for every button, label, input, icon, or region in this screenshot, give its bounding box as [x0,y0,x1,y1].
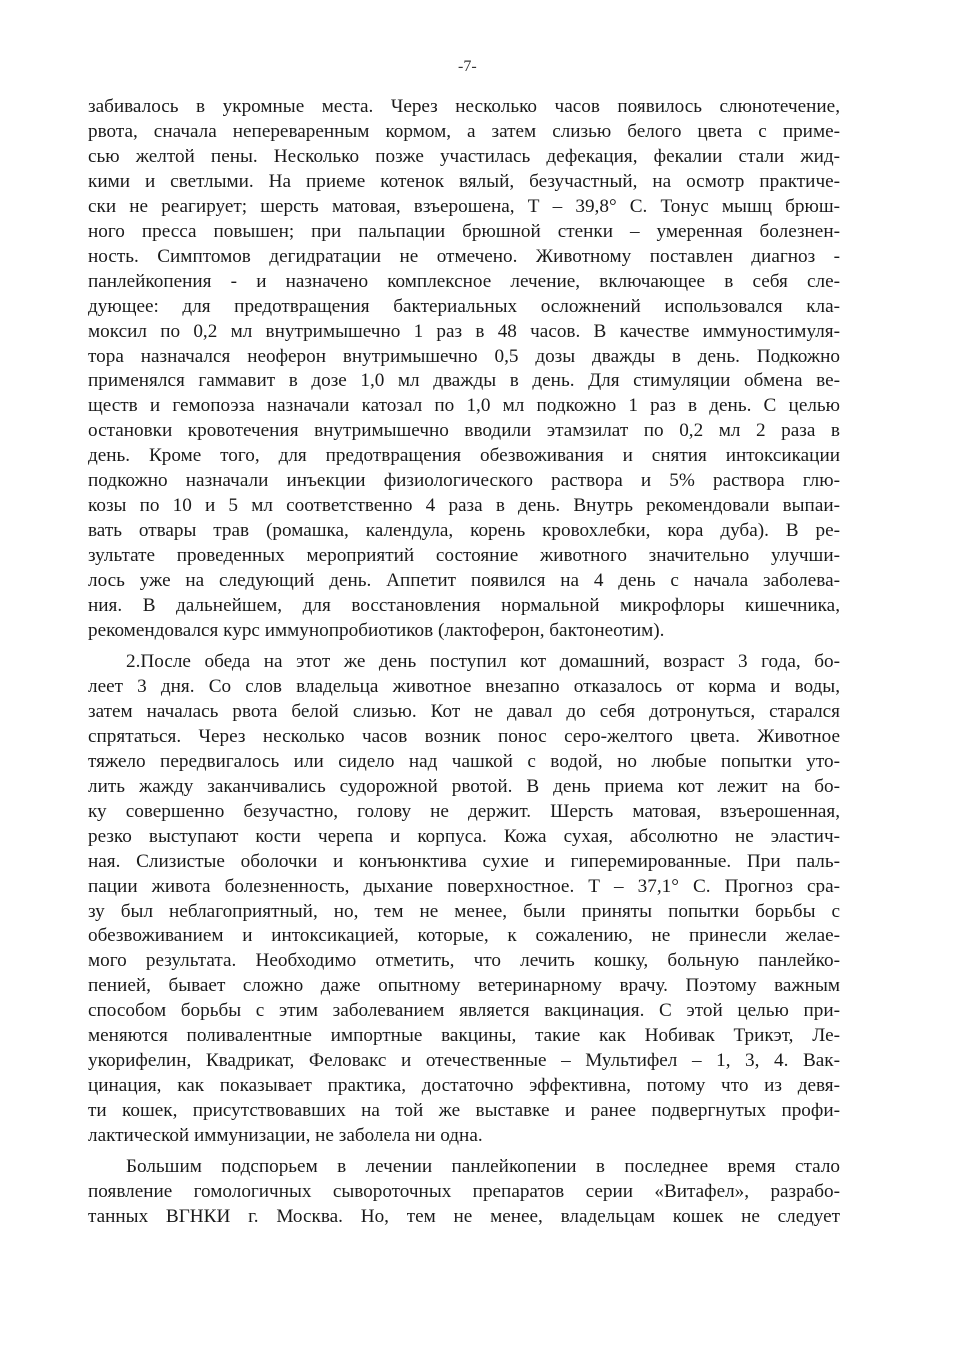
text-line: сью желтой пены. Несколько позже участилась дефекация, фекалии стали жид- [88,145,840,167]
text-line: ски не реагирует; шерсть матовая, взъерошена, Т – 39,8° С. Тонус мышц брюш- [88,195,840,217]
text-line: ная. Слизистые оболочки и конъюнктива сухие и гиперемированные. При паль- [88,850,840,872]
text-line: лактической иммунизации, не заболела ни одна. [88,1125,483,1147]
text-line: лить жажду заканчивались судорожной рвотой. В день приема кот лежит на бо- [88,775,840,797]
text-line: ку совершенно безучастно, голову не держит. Шерсть матовая, взъерошенная, [88,800,840,822]
text-line: мого результата. Необходимо отметить, что лечить кошку, больную панлейко- [88,950,840,972]
text-line: лось уже на следующий день. Аппетит появился на 4 день с начала заболева- [88,570,840,592]
text-line: ного пресса повышен; при пальпации брюшной стенки – умеренная болезнен- [88,220,840,242]
text-line: кими и светлыми. На приеме котенок вялый, безучастный, на осмотр практиче- [88,170,840,192]
text-line: ти кошек, присутствовавших на той же выставке и ранее подвергнутых профи- [88,1100,840,1122]
text-line: появление гомологичных сывороточных препаратов серии «Витафел», разрабо- [88,1180,840,1202]
text-line: панлейкопения - и назначено комплексное лечение, включающее в себя сле- [88,270,840,292]
text-line: пенией, бывает сложно даже опытному ветеринарному врачу. Поэтому важным [88,975,840,997]
text-line: применялся гаммавит в дозе 1,0 мл дважды в день. Для стимуляции обмена ве- [88,370,840,392]
text-line: тора назначался неоферон внутримышечно 0,5 дозы дважды в день. Подкожно [88,345,840,367]
text-line: ния. В дальнейшем, для восстановления нормальной микрофлоры кишечника, [88,595,840,617]
text-line: ность. Симптомов дегидратации не отмечено. Животному поставлен диагноз - [88,245,840,267]
text-line: танных ВГНКИ г. Москва. Но, тем не менее, владельцам кошек не следует [88,1205,840,1227]
text-line: пации живота болезненность, дыхание поверхностное. Т – 37,1° С. Прогноз сра- [88,875,840,897]
text-line: рекомендовался курс иммунопробиотиков (лактоферон, бактонеотим). [88,620,665,642]
text-line: леет 3 дня. Со слов владельца животное внезапно отказалось от корма и воды, [88,675,840,697]
page-number: -7- [458,58,477,75]
text-line: 2.После обеда на этот же день поступил кот домашний, возраст 3 года, бо- [126,650,840,672]
text-line: спрятаться. Через несколько часов возник понос серо-желтого цвета. Животное [88,725,840,747]
text-line: зу был неблагоприятный, но, тем не менее, были приняты попытки борьбы с [88,900,840,922]
paragraph [88,95,840,644]
text-line: зультате проведенных мероприятий состояние животного значительно улучши- [88,545,840,567]
text-line: резко выступают кости черепа и корпуса. Кожа сухая, абсолютно не эластич- [88,825,840,847]
paragraph [88,650,840,1149]
text-line: день. Кроме того, для предотвращения обезвоживания и снятия интоксикации [88,445,840,467]
text-line: козы по 10 и 5 мл соответственно 4 раза в день. Внутрь рекомендовали выпаи- [88,495,840,517]
text-line: тяжело передвигалось или сидело над чашкой с водой, но любые попытки уто- [88,750,840,772]
text-line: вать отвары трав (ромашка, календула, корень кровохлебки, кора дуба). В ре- [88,520,840,542]
text-line: моксил по 0,2 мл внутримышечно 1 раз в 48 часов. В качестве иммуностимуля- [88,320,840,342]
text-line: Большим подспорьем в лечении панлейкопении в последнее время стало [126,1156,840,1178]
text-line: остановки кровотечения внутримышечно вводили этамзилат по 0,2 мл 2 раза в [88,420,840,442]
paragraph [88,1155,840,1230]
text-line: обезвоживанием и интоксикацией, которые, к сожалению, не принесли желае- [88,925,840,947]
text-line: укорифелин, Квадрикат, Феловакс и отечественные – Мультифел – 1, 3, 4. Вак- [88,1050,840,1072]
body-text [88,95,840,1230]
text-line: рвота, сначала непереваренным кормом, а затем слизью белого цвета с приме- [88,120,840,142]
text-line: забивалось в укромные места. Через несколько часов появилось слюнотечение, [88,96,840,117]
text-line: меняются поливалентные импортные вакцины, такие как Нобивак Трикэт, Ле- [88,1025,840,1047]
text-line: подкожно назначали инъекции физиологического раствора и 5% раствора глю- [88,470,840,492]
text-line: ществ и гемопоэза назначали катозал по 1,0 мл подкожно 1 раз в день. С целью [88,395,840,417]
text-line: способом борьбы с этим заболеванием является вакцинация. С этой целью при- [88,1000,840,1022]
text-line: дующее: для предотвращения бактериальных осложнений использовался кла- [88,295,840,317]
text-line: цинация, как показывает практика, достаточно эффективна, потому что из девя- [88,1075,840,1097]
text-line: затем началась рвота белой слизью. Кот не давал до себя дотронуться, старался [88,700,840,722]
